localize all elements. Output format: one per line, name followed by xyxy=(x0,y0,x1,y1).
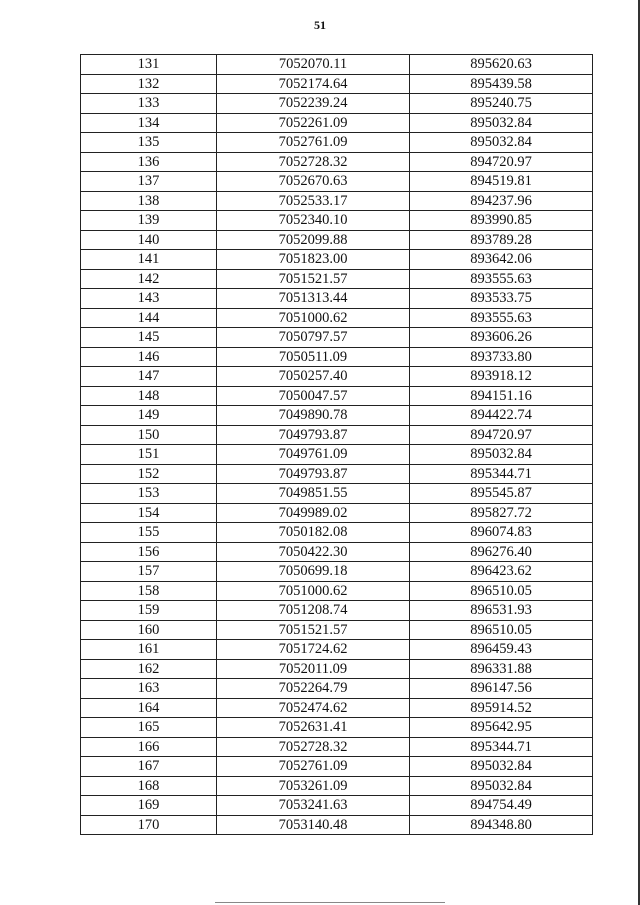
point-number-cell: 143 xyxy=(81,289,217,309)
point-number-cell: 137 xyxy=(81,172,217,192)
table-row xyxy=(81,269,593,289)
table-row xyxy=(81,328,593,348)
y-coordinate-cell: 896510.05 xyxy=(410,620,593,640)
table-row xyxy=(81,191,593,211)
y-coordinate-cell: 893555.63 xyxy=(410,308,593,328)
point-number-cell: 166 xyxy=(81,737,217,757)
point-number-cell: 154 xyxy=(81,503,217,523)
x-coordinate-cell: 7051724.62 xyxy=(217,640,410,660)
point-number-cell: 165 xyxy=(81,718,217,738)
point-number-cell: 158 xyxy=(81,581,217,601)
y-coordinate-cell: 895032.84 xyxy=(410,445,593,465)
point-number-cell: 134 xyxy=(81,113,217,133)
x-coordinate-cell: 7049890.78 xyxy=(217,406,410,426)
point-number-cell: 160 xyxy=(81,620,217,640)
x-coordinate-cell: 7049793.87 xyxy=(217,464,410,484)
y-coordinate-cell: 895827.72 xyxy=(410,503,593,523)
point-number-cell: 139 xyxy=(81,211,217,231)
y-coordinate-cell: 893555.63 xyxy=(410,269,593,289)
x-coordinate-cell: 7052099.88 xyxy=(217,230,410,250)
table-row xyxy=(81,406,593,426)
y-coordinate-cell: 895032.84 xyxy=(410,113,593,133)
page-number: 51 xyxy=(314,18,326,32)
point-number-cell: 156 xyxy=(81,542,217,562)
y-coordinate-cell: 894237.96 xyxy=(410,191,593,211)
point-number-cell: 152 xyxy=(81,464,217,484)
x-coordinate-cell: 7052239.24 xyxy=(217,94,410,114)
table-row xyxy=(81,367,593,387)
point-number-cell: 150 xyxy=(81,425,217,445)
x-coordinate-cell: 7052761.09 xyxy=(217,133,410,153)
point-number-cell: 142 xyxy=(81,269,217,289)
x-coordinate-cell: 7052264.79 xyxy=(217,679,410,699)
point-number-cell: 146 xyxy=(81,347,217,367)
table-row xyxy=(81,659,593,679)
y-coordinate-cell: 895240.75 xyxy=(410,94,593,114)
table-row xyxy=(81,679,593,699)
table-row xyxy=(81,347,593,367)
point-number-cell: 149 xyxy=(81,406,217,426)
x-coordinate-cell: 7050511.09 xyxy=(217,347,410,367)
point-number-cell: 144 xyxy=(81,308,217,328)
x-coordinate-cell: 7052631.41 xyxy=(217,718,410,738)
point-number-cell: 153 xyxy=(81,484,217,504)
y-coordinate-cell: 896331.88 xyxy=(410,659,593,679)
y-coordinate-cell: 893606.26 xyxy=(410,328,593,348)
y-coordinate-cell: 893789.28 xyxy=(410,230,593,250)
x-coordinate-cell: 7052070.11 xyxy=(217,55,410,75)
x-coordinate-cell: 7052670.63 xyxy=(217,172,410,192)
table-row xyxy=(81,601,593,621)
table-row xyxy=(81,620,593,640)
point-number-cell: 140 xyxy=(81,230,217,250)
x-coordinate-cell: 7051000.62 xyxy=(217,308,410,328)
y-coordinate-cell: 895032.84 xyxy=(410,133,593,153)
x-coordinate-cell: 7052761.09 xyxy=(217,757,410,777)
point-number-cell: 133 xyxy=(81,94,217,114)
point-number-cell: 159 xyxy=(81,601,217,621)
x-coordinate-cell: 7052261.09 xyxy=(217,113,410,133)
table-row xyxy=(81,776,593,796)
table-row xyxy=(81,289,593,309)
table-row xyxy=(81,484,593,504)
table-row xyxy=(81,523,593,543)
x-coordinate-cell: 7052011.09 xyxy=(217,659,410,679)
y-coordinate-cell: 894754.49 xyxy=(410,796,593,816)
table-row xyxy=(81,737,593,757)
x-coordinate-cell: 7051521.57 xyxy=(217,620,410,640)
y-coordinate-cell: 895439.58 xyxy=(410,74,593,94)
point-number-cell: 163 xyxy=(81,679,217,699)
y-coordinate-cell: 895642.95 xyxy=(410,718,593,738)
table-row xyxy=(81,815,593,835)
point-number-cell: 151 xyxy=(81,445,217,465)
point-number-cell: 138 xyxy=(81,191,217,211)
table-row xyxy=(81,74,593,94)
y-coordinate-cell: 893533.75 xyxy=(410,289,593,309)
y-coordinate-cell: 896276.40 xyxy=(410,542,593,562)
coordinates-table xyxy=(80,54,593,835)
point-number-cell: 168 xyxy=(81,776,217,796)
table-row xyxy=(81,542,593,562)
x-coordinate-cell: 7051823.00 xyxy=(217,250,410,270)
y-coordinate-cell: 894519.81 xyxy=(410,172,593,192)
y-coordinate-cell: 895620.63 xyxy=(410,55,593,75)
y-coordinate-cell: 895914.52 xyxy=(410,698,593,718)
y-coordinate-cell: 894422.74 xyxy=(410,406,593,426)
point-number-cell: 132 xyxy=(81,74,217,94)
point-number-cell: 148 xyxy=(81,386,217,406)
point-number-cell: 155 xyxy=(81,523,217,543)
y-coordinate-cell: 896147.56 xyxy=(410,679,593,699)
table-row xyxy=(81,425,593,445)
x-coordinate-cell: 7050182.08 xyxy=(217,523,410,543)
table-row xyxy=(81,172,593,192)
y-coordinate-cell: 896423.62 xyxy=(410,562,593,582)
x-coordinate-cell: 7052340.10 xyxy=(217,211,410,231)
x-coordinate-cell: 7049793.87 xyxy=(217,425,410,445)
table-row xyxy=(81,445,593,465)
point-number-cell: 161 xyxy=(81,640,217,660)
x-coordinate-cell: 7051208.74 xyxy=(217,601,410,621)
table-row xyxy=(81,230,593,250)
point-number-cell: 169 xyxy=(81,796,217,816)
table-row xyxy=(81,464,593,484)
y-coordinate-cell: 895344.71 xyxy=(410,737,593,757)
point-number-cell: 157 xyxy=(81,562,217,582)
table-row xyxy=(81,133,593,153)
point-number-cell: 136 xyxy=(81,152,217,172)
x-coordinate-cell: 7052174.64 xyxy=(217,74,410,94)
point-number-cell: 145 xyxy=(81,328,217,348)
y-coordinate-cell: 896459.43 xyxy=(410,640,593,660)
table-row xyxy=(81,757,593,777)
y-coordinate-cell: 895032.84 xyxy=(410,757,593,777)
y-coordinate-cell: 893990.85 xyxy=(410,211,593,231)
y-coordinate-cell: 895344.71 xyxy=(410,464,593,484)
y-coordinate-cell: 896531.93 xyxy=(410,601,593,621)
table-row xyxy=(81,211,593,231)
y-coordinate-cell: 895545.87 xyxy=(410,484,593,504)
table-row xyxy=(81,152,593,172)
point-number-cell: 131 xyxy=(81,55,217,75)
x-coordinate-cell: 7053140.48 xyxy=(217,815,410,835)
x-coordinate-cell: 7052728.32 xyxy=(217,737,410,757)
y-coordinate-cell: 893642.06 xyxy=(410,250,593,270)
x-coordinate-cell: 7050422.30 xyxy=(217,542,410,562)
scan-edge-bottom xyxy=(215,902,445,903)
x-coordinate-cell: 7049761.09 xyxy=(217,445,410,465)
point-number-cell: 135 xyxy=(81,133,217,153)
x-coordinate-cell: 7051521.57 xyxy=(217,269,410,289)
y-coordinate-cell: 893733.80 xyxy=(410,347,593,367)
x-coordinate-cell: 7053261.09 xyxy=(217,776,410,796)
y-coordinate-cell: 894151.16 xyxy=(410,386,593,406)
table-row xyxy=(81,55,593,75)
x-coordinate-cell: 7053241.63 xyxy=(217,796,410,816)
table-row xyxy=(81,698,593,718)
x-coordinate-cell: 7052474.62 xyxy=(217,698,410,718)
y-coordinate-cell: 894720.97 xyxy=(410,425,593,445)
point-number-cell: 170 xyxy=(81,815,217,835)
point-number-cell: 162 xyxy=(81,659,217,679)
table-row xyxy=(81,113,593,133)
table-row xyxy=(81,796,593,816)
point-number-cell: 167 xyxy=(81,757,217,777)
x-coordinate-cell: 7050047.57 xyxy=(217,386,410,406)
table-row xyxy=(81,581,593,601)
table-row xyxy=(81,640,593,660)
table-row xyxy=(81,94,593,114)
y-coordinate-cell: 895032.84 xyxy=(410,776,593,796)
table-row xyxy=(81,308,593,328)
y-coordinate-cell: 893918.12 xyxy=(410,367,593,387)
coordinates-table-body xyxy=(81,55,593,835)
y-coordinate-cell: 894720.97 xyxy=(410,152,593,172)
y-coordinate-cell: 896074.83 xyxy=(410,523,593,543)
table-row xyxy=(81,503,593,523)
x-coordinate-cell: 7049989.02 xyxy=(217,503,410,523)
table-row xyxy=(81,718,593,738)
point-number-cell: 164 xyxy=(81,698,217,718)
table-row xyxy=(81,250,593,270)
x-coordinate-cell: 7050797.57 xyxy=(217,328,410,348)
x-coordinate-cell: 7051313.44 xyxy=(217,289,410,309)
x-coordinate-cell: 7051000.62 xyxy=(217,581,410,601)
table-row xyxy=(81,386,593,406)
x-coordinate-cell: 7050257.40 xyxy=(217,367,410,387)
x-coordinate-cell: 7049851.55 xyxy=(217,484,410,504)
y-coordinate-cell: 896510.05 xyxy=(410,581,593,601)
x-coordinate-cell: 7052728.32 xyxy=(217,152,410,172)
y-coordinate-cell: 894348.80 xyxy=(410,815,593,835)
point-number-cell: 147 xyxy=(81,367,217,387)
point-number-cell: 141 xyxy=(81,250,217,270)
x-coordinate-cell: 7052533.17 xyxy=(217,191,410,211)
table-row xyxy=(81,562,593,582)
x-coordinate-cell: 7050699.18 xyxy=(217,562,410,582)
